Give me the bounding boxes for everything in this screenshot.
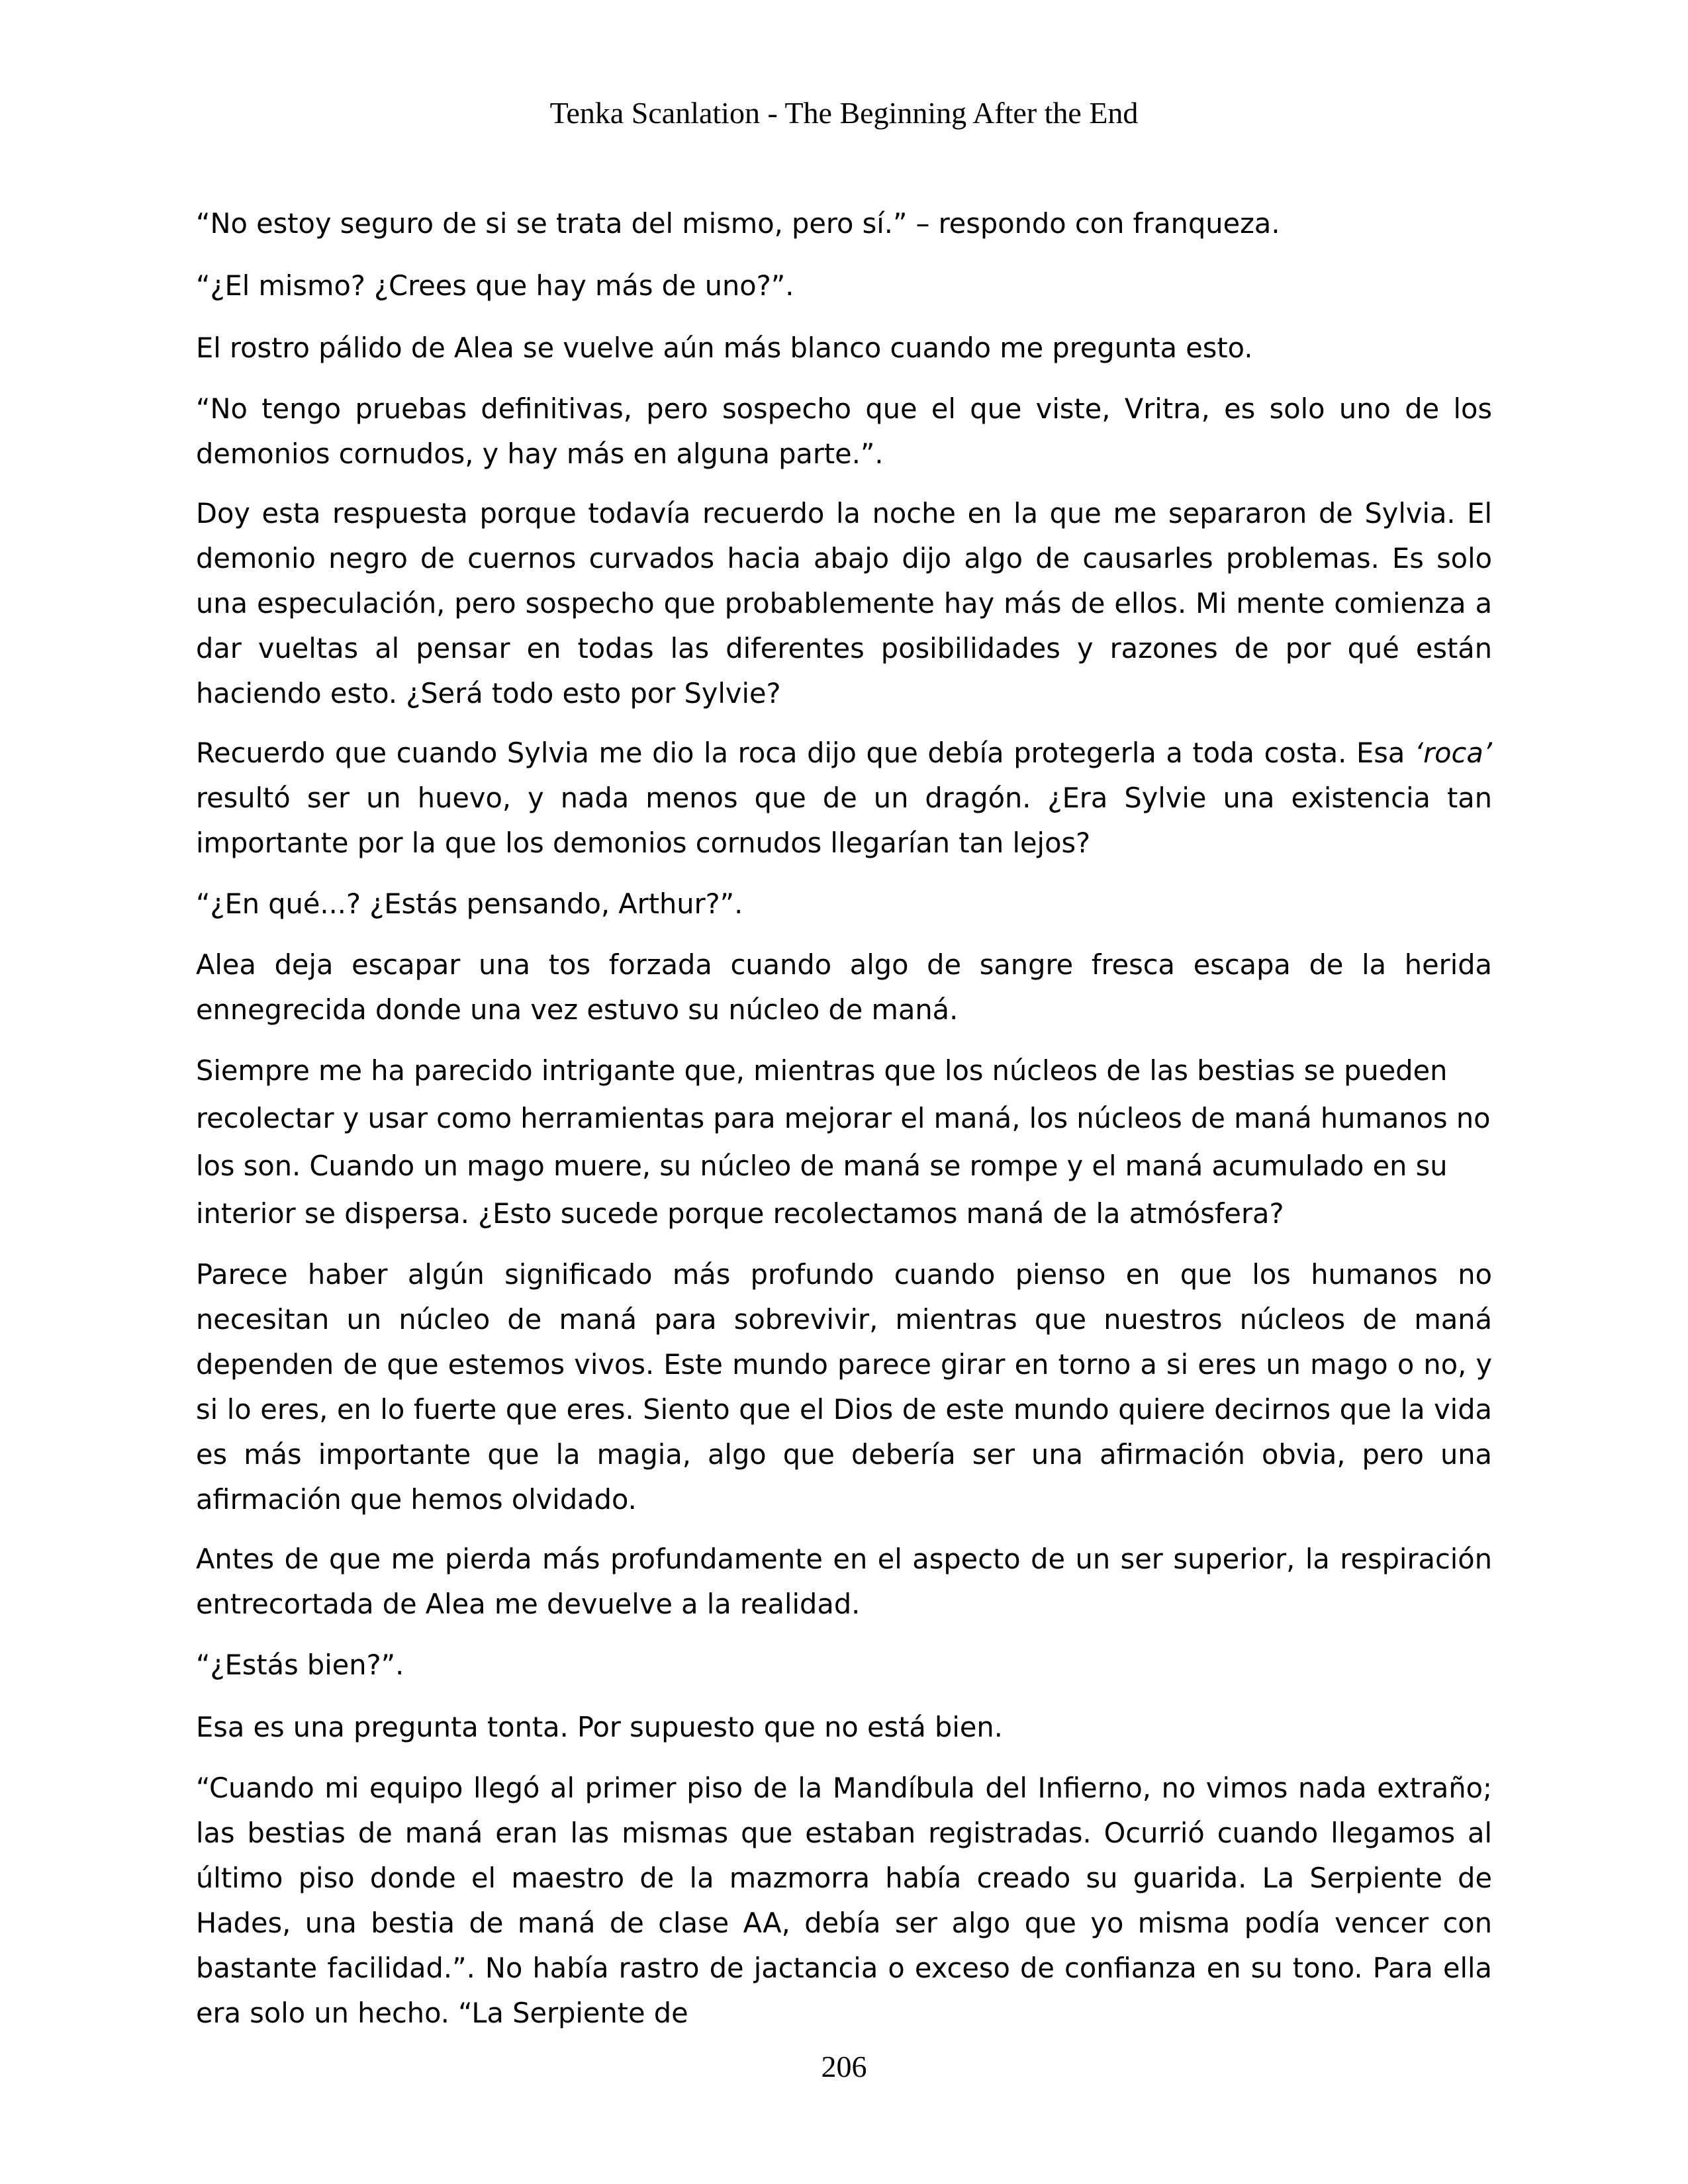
text-segment: Recuerdo que cuando Sylvia me dio la roca dijo que debía protegerla a toda costa. Esa (196, 737, 1415, 769)
paragraph (196, 731, 1492, 866)
paragraph: “No tengo pruebas definitivas, pero sospecho que el que viste, Vritra, es solo uno de los demonios cornudos, y hay más en alguna parte.”. (196, 392, 1492, 470)
paragraph: Siempre me ha parecido intrigante que, mientras que los núcleos de las bestias se pueden recolectar y usar como herramientas para mejorar el maná, los núcleos de maná humanos no los son. Cuando un mago muere, su núcleo de maná se rompe y el maná acumulado en su interior se dispersa. ¿Esto sucede porque recolectamos maná de la atmósfera? (196, 1054, 1491, 1230)
paragraph: Antes de que me pierda más profundamente en el aspecto de un ser superior, la respiración entrecortada de Alea me devuelve a la realidad. (196, 1543, 1492, 1620)
paragraph: “¿En qué...? ¿Estás pensando, Arthur?”. (196, 887, 743, 920)
page-number: 206 (821, 2050, 867, 2083)
paragraph: “¿El mismo? ¿Crees que hay más de uno?”. (196, 269, 794, 302)
running-header: Tenka Scanlation - The Beginning After the End (549, 96, 1139, 130)
paragraph: El rostro pálido de Alea se vuelve aún más blanco cuando me pregunta esto. (196, 332, 1253, 364)
page-body (196, 200, 1492, 2050)
paragraph: “Cuando mi equipo llegó al primer piso de la Mandíbula del Infierno, no vimos nada extraño; las bestias de maná eran las mismas que estaban registradas. Ocurrió cuando llegamos al último piso donde el maestro de la mazmorra había creado su guarida. La Serpiente de Hades, una bestia de maná de clase AA, debía ser algo que yo misma podía vencer con bastante facilidad.”. No había rastro de jactancia o exceso de confianza en su tono. Para ella era solo un hecho. “La Serpiente de (196, 1772, 1492, 2029)
paragraph: Esa es una pregunta tonta. Por supuesto que no está bien. (196, 1711, 1003, 1743)
paragraph: Alea deja escapar una tos forzada cuando algo de sangre fresca escapa de la herida ennegrecida donde una vez estuvo su núcleo de maná. (196, 948, 1492, 1026)
text-segment: resultó ser un huevo, y nada menos que de un dragón. ¿Era Sylvie una existencia tan importante por la que los demonios cornudos llegarían tan lejos? (196, 782, 1492, 859)
italic-text: ‘roca’ (1414, 737, 1492, 769)
paragraph: “¿Estás bien?”. (196, 1649, 404, 1681)
paragraph: Parece haber algún significado más profundo cuando pienso en que los humanos no necesitan un núcleo de maná para sobrevivir, mientras que nuestros núcleos de maná dependen de que estemos vivos. Este mundo parece girar en torno a si eres un mago o no, y si lo eres, en lo fuerte que eres. Siento que el Dios de este mundo quiere decirnos que la vida es más importante que la magia, algo que debería ser una afirmación obvia, pero una afirmación que hemos olvidado. (196, 1258, 1492, 1516)
paragraph: Doy esta respuesta porque todavía recuerdo la noche en la que me separaron de Sylvia. El demonio negro de cuernos curvados hacia abajo dijo algo de causarles problemas. Es solo una especulación, pero sospecho que probablemente hay más de ellos. Mi mente comienza a dar vueltas al pensar en todas las diferentes posibilidades y razones de por qué están haciendo esto. ¿Será todo esto por Sylvie? (196, 497, 1492, 709)
paragraph: “No estoy seguro de si se trata del mismo, pero sí.” – respondo con franqueza. (196, 207, 1280, 240)
